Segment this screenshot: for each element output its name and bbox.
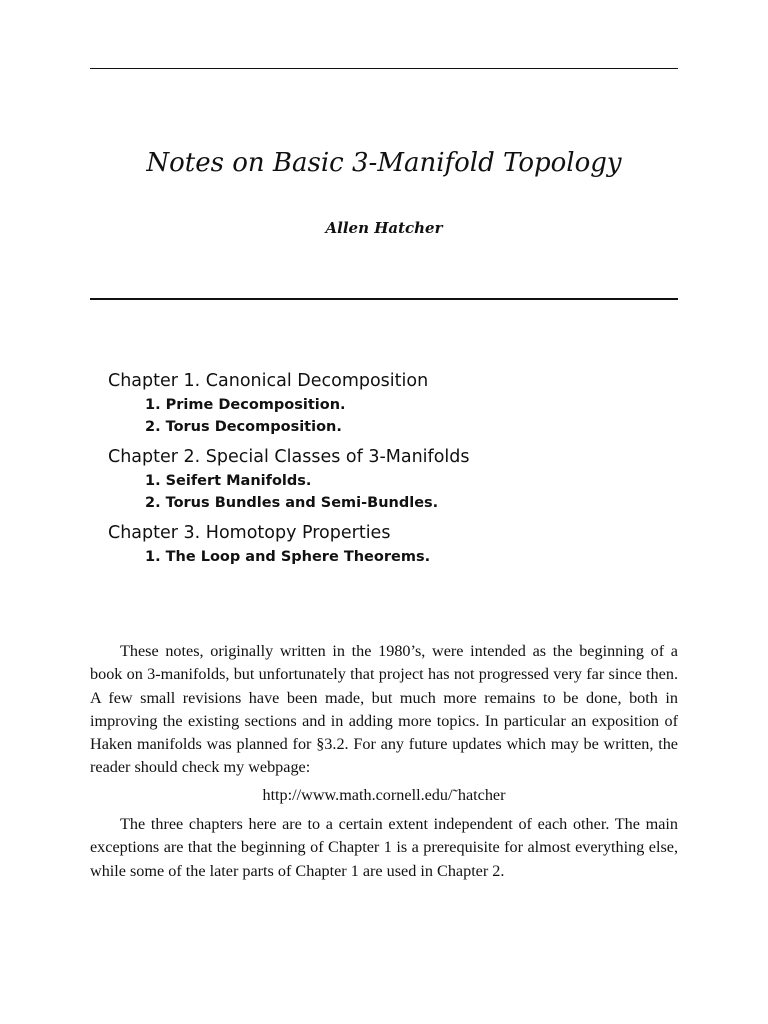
toc-chapter-2-sections	[108, 470, 668, 514]
section-label: Torus Bundles and Semi-Bundles.	[165, 495, 439, 511]
section-label: Seifert Manifolds.	[165, 473, 312, 489]
toc-section	[108, 546, 668, 568]
preface-paragraph-2: The three chapters here are to a certain extent independent of each other. The main exceptions are that the beginning of Chapter 1 is a prerequisite for almost everything else, while some of the later parts of Chapter 1 are used in Chapter 2.	[90, 815, 678, 880]
toc-section	[108, 470, 668, 492]
section-label: Torus Decomposition.	[165, 419, 342, 435]
table-of-contents	[108, 368, 668, 574]
toc-chapter-1-sections	[108, 394, 668, 438]
section-number: 1.	[145, 549, 161, 565]
toc-chapter-2: Chapter 2. Special Classes of 3-Manifolds	[108, 447, 470, 467]
document-title: Notes on Basic 3-Manifold Topology	[146, 148, 622, 178]
section-label: The Loop and Sphere Theorems.	[165, 549, 431, 565]
header-rule	[90, 298, 678, 300]
section-number: 2.	[145, 495, 161, 511]
webpage-url: http://www.math.cornell.edu/˜hatcher	[262, 785, 506, 804]
toc-section	[108, 492, 668, 514]
top-rule	[90, 68, 678, 69]
section-number: 1.	[145, 473, 161, 489]
preface-text	[90, 640, 678, 883]
toc-section	[108, 416, 668, 438]
toc-section	[108, 394, 668, 416]
preface-paragraph-1: These notes, originally written in the 1980’s, were intended as the beginning of a book on 3-manifolds, but unfortunately that project has not progressed very far since then. A few small revisions have been made, but much more remains to be done, both in improving the existing sections and in adding more topics. In particular an exposition of Haken manifolds was planned for §3.2. For any future updates which may be written, the reader should check my webpage:	[90, 642, 678, 777]
toc-chapter-1: Chapter 1. Canonical Decomposition	[108, 371, 429, 391]
toc-chapter-3: Chapter 3. Homotopy Properties	[108, 523, 391, 543]
toc-chapter-3-sections	[108, 546, 668, 568]
section-number: 1.	[145, 397, 161, 413]
author-name: Allen Hatcher	[325, 219, 443, 237]
section-label: Prime Decomposition.	[165, 397, 346, 413]
section-number: 2.	[145, 419, 161, 435]
